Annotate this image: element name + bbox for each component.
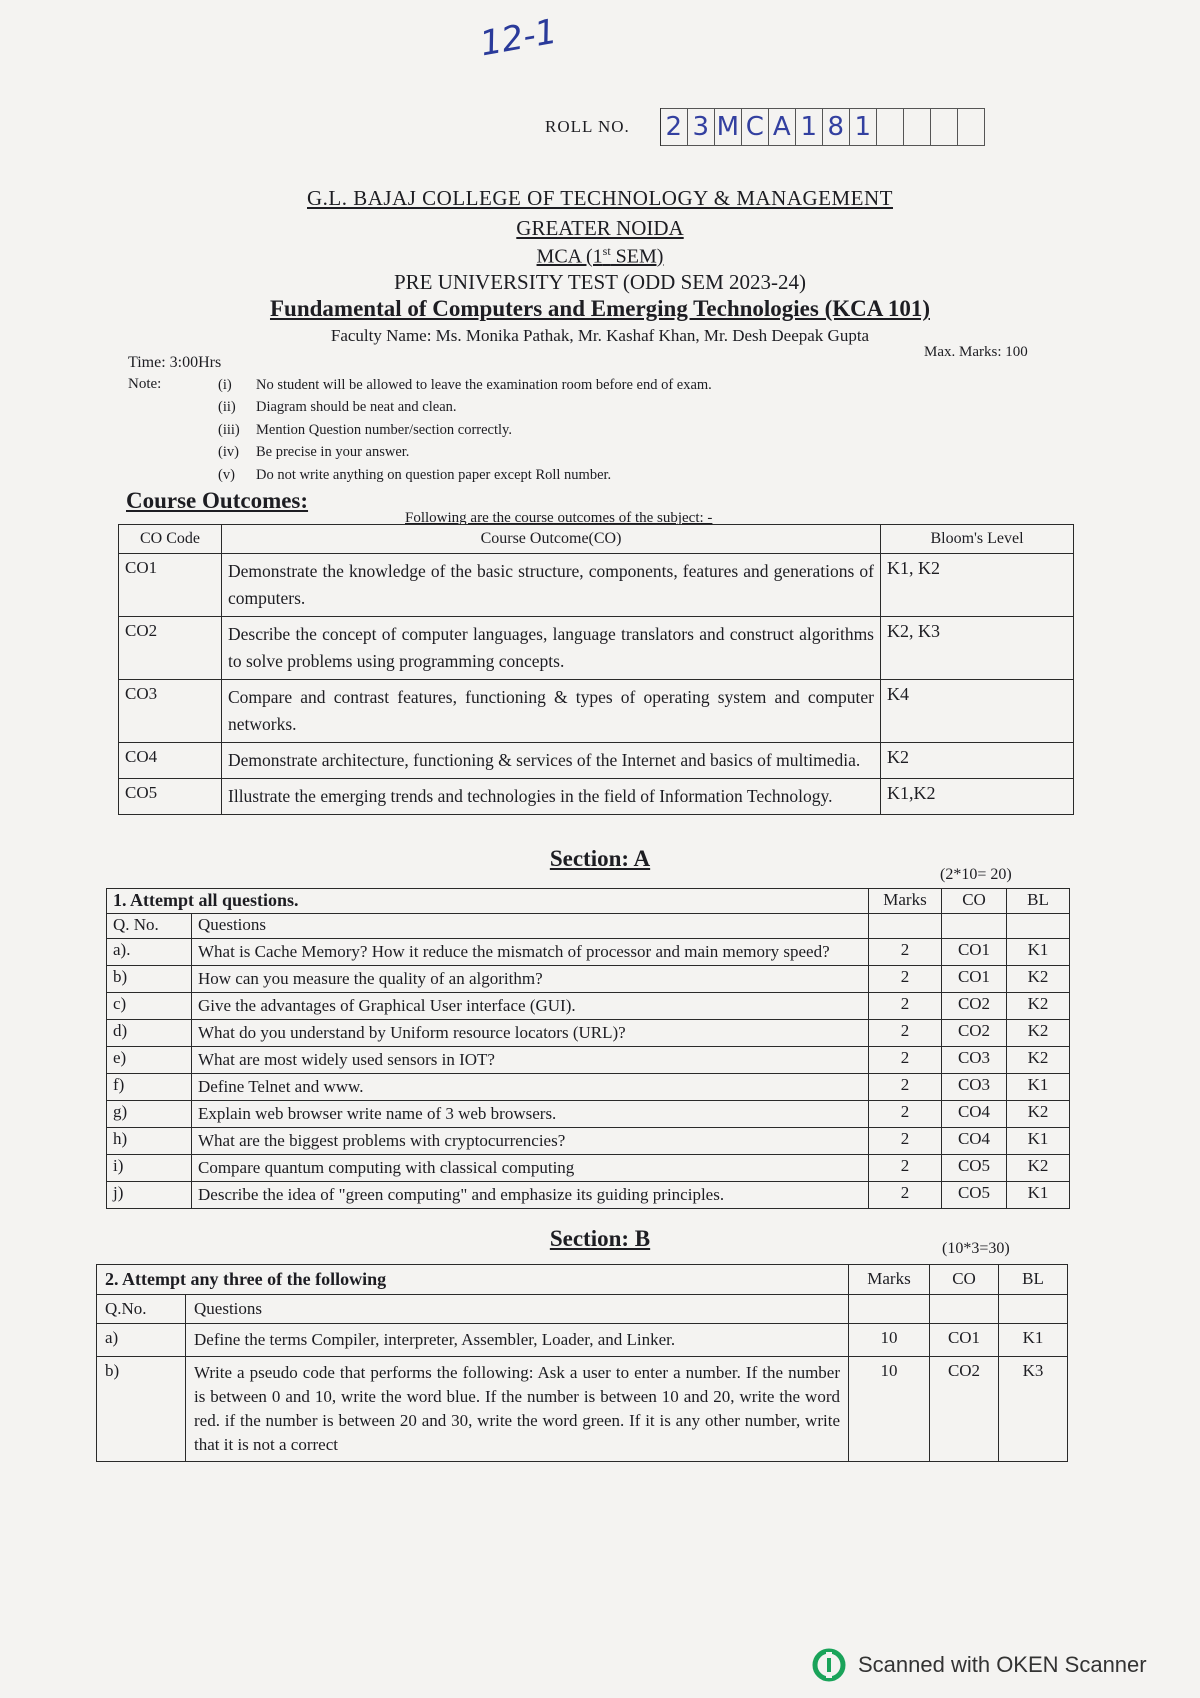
note-text: Mention Question number/section correctly. xyxy=(256,421,512,438)
co-description: Illustrate the emerging trends and technologies in the field of Information Technology. xyxy=(222,779,881,815)
question-co: CO4 xyxy=(942,1101,1007,1128)
college-name: G.L. BAJAJ COLLEGE OF TECHNOLOGY & MANAGEMENT xyxy=(307,186,893,210)
section-b-marks-header: Marks xyxy=(849,1265,930,1295)
question-number: h) xyxy=(107,1128,192,1155)
roll-digit-box: M xyxy=(715,108,742,146)
section-a-table xyxy=(106,888,1070,1209)
roll-digit-box: 1 xyxy=(796,108,823,146)
question-number: b) xyxy=(97,1357,186,1462)
question-text: Compare quantum computing with classical computing xyxy=(192,1155,869,1182)
section-a-question-row xyxy=(107,939,1070,966)
question-number: d) xyxy=(107,1020,192,1047)
question-bl: K2 xyxy=(1007,1101,1070,1128)
co-code: CO4 xyxy=(119,743,222,779)
question-co: CO2 xyxy=(942,993,1007,1020)
note-text: Diagram should be neat and clean. xyxy=(256,399,457,416)
question-co: CO1 xyxy=(930,1324,999,1357)
faculty-names: Faculty Name: Ms. Monika Pathak, Mr. Kashaf Khan, Mr. Desh Deepak Gupta xyxy=(330,326,870,345)
section-b-marks: (10*3=30) xyxy=(942,1240,1010,1257)
section-a-question-row xyxy=(107,1020,1070,1047)
question-text: Describe the idea of "green computing" and emphasize its guiding principles. xyxy=(192,1182,869,1209)
section-a-question-row xyxy=(107,1155,1070,1182)
co-row xyxy=(119,554,1074,617)
question-marks: 2 xyxy=(869,1128,942,1155)
question-marks: 2 xyxy=(869,939,942,966)
question-marks: 2 xyxy=(869,1020,942,1047)
question-bl: K1 xyxy=(1007,1074,1070,1101)
question-marks: 2 xyxy=(869,1074,942,1101)
question-marks: 2 xyxy=(869,993,942,1020)
question-bl: K2 xyxy=(1007,1020,1070,1047)
note-item xyxy=(218,442,712,465)
note-number: (ii) xyxy=(218,399,236,416)
question-co: CO1 xyxy=(942,966,1007,993)
notes-list xyxy=(218,374,712,487)
question-marks: 2 xyxy=(869,966,942,993)
test-name: PRE UNIVERSITY TEST (ODD SEM 2023-24) xyxy=(393,270,807,294)
roll-digit-box: 1 xyxy=(850,108,877,146)
co-description: Describe the concept of computer languages, language translators and construct algorithms to solve problems using programming concepts. xyxy=(222,617,881,680)
section-b-question-row xyxy=(97,1324,1068,1357)
question-marks: 2 xyxy=(869,1182,942,1209)
section-a-question-row xyxy=(107,993,1070,1020)
question-text: Give the advantages of Graphical User interface (GUI). xyxy=(192,993,869,1020)
section-a-co-header: CO xyxy=(942,889,1007,914)
question-number: g) xyxy=(107,1101,192,1128)
co-row xyxy=(119,743,1074,779)
question-marks: 2 xyxy=(869,1047,942,1074)
question-co: CO5 xyxy=(942,1155,1007,1182)
question-number: a) xyxy=(97,1324,186,1357)
question-marks: 10 xyxy=(849,1324,930,1357)
section-b-instruction: 2. Attempt any three of the following xyxy=(97,1265,849,1295)
co-code: CO3 xyxy=(119,680,222,743)
question-marks: 2 xyxy=(869,1155,942,1182)
question-number: f) xyxy=(107,1074,192,1101)
section-a-question-row xyxy=(107,1128,1070,1155)
note-number: (iv) xyxy=(218,444,239,461)
max-marks: Max. Marks: 100 xyxy=(924,344,1028,360)
question-bl: K2 xyxy=(1007,1047,1070,1074)
question-bl: K1 xyxy=(1007,939,1070,966)
question-text: What is Cache Memory? How it reduce the mismatch of processor and main memory speed? xyxy=(192,939,869,966)
roll-digit-box: C xyxy=(742,108,769,146)
question-text: What are the biggest problems with cryptocurrencies? xyxy=(192,1128,869,1155)
roll-number-field xyxy=(545,108,985,146)
scanner-watermark xyxy=(812,1648,1147,1682)
section-a-question-row xyxy=(107,1101,1070,1128)
question-number: b) xyxy=(107,966,192,993)
note-text: Do not write anything on question paper except Roll number. xyxy=(256,466,612,483)
note-item xyxy=(218,464,712,487)
question-bl: K1 xyxy=(999,1324,1068,1357)
co-bloom-level: K4 xyxy=(881,680,1074,743)
note-item xyxy=(218,374,712,397)
section-a-title: Section: A xyxy=(549,846,651,871)
question-number: j) xyxy=(107,1182,192,1209)
co-header-level: Bloom's Level xyxy=(881,525,1074,554)
co-description: Demonstrate architecture, functioning & services of the Internet and basics of multimedia. xyxy=(222,743,881,779)
question-bl: K1 xyxy=(1007,1128,1070,1155)
course-outcomes-heading: Course Outcomes: xyxy=(126,488,309,513)
section-a-question-row xyxy=(107,966,1070,993)
co-row xyxy=(119,617,1074,680)
co-description: Compare and contrast features, functioning & types of operating system and computer networks. xyxy=(222,680,881,743)
section-b-table xyxy=(96,1264,1068,1462)
co-description: Demonstrate the knowledge of the basic structure, components, features and generations of computers. xyxy=(222,554,881,617)
co-row xyxy=(119,779,1074,815)
co-bloom-level: K2, K3 xyxy=(881,617,1074,680)
question-bl: K2 xyxy=(1007,966,1070,993)
question-text: Define the terms Compiler, interpreter, Assembler, Loader, and Linker. xyxy=(186,1324,849,1357)
roll-digit-box: 2 xyxy=(661,108,688,146)
section-a-marks-header: Marks xyxy=(869,889,942,914)
section-b-question-row xyxy=(97,1357,1068,1462)
question-co: CO4 xyxy=(942,1128,1007,1155)
question-text: Define Telnet and www. xyxy=(192,1074,869,1101)
college-city: GREATER NOIDA xyxy=(516,216,684,240)
question-co: CO1 xyxy=(942,939,1007,966)
note-number: (i) xyxy=(218,376,232,393)
co-header-code: CO Code xyxy=(119,525,222,554)
question-number: a). xyxy=(107,939,192,966)
section-a-question-row xyxy=(107,1047,1070,1074)
section-b-bl-header: BL xyxy=(999,1265,1068,1295)
handwritten-mark: 12-1 xyxy=(477,11,561,65)
question-co: CO3 xyxy=(942,1074,1007,1101)
note-label: Note: xyxy=(128,376,162,392)
course-outcomes-table xyxy=(118,524,1074,815)
exam-time: Time: 3:00Hrs xyxy=(128,354,222,371)
co-bloom-level: K1, K2 xyxy=(881,554,1074,617)
question-bl: K2 xyxy=(1007,1155,1070,1182)
course-name: MCA (1st SEM) xyxy=(536,244,664,268)
section-a-qno-header: Q. No. xyxy=(107,914,192,939)
roll-digit-box xyxy=(877,108,904,146)
section-b-co-header: CO xyxy=(930,1265,999,1295)
question-bl: K3 xyxy=(999,1357,1068,1462)
section-a-marks: (2*10= 20) xyxy=(940,866,1012,883)
co-row xyxy=(119,680,1074,743)
question-number: c) xyxy=(107,993,192,1020)
roll-boxes xyxy=(660,108,985,146)
co-code: CO2 xyxy=(119,617,222,680)
section-a-bl-header: BL xyxy=(1007,889,1070,914)
question-co: CO3 xyxy=(942,1047,1007,1074)
question-bl: K2 xyxy=(1007,993,1070,1020)
roll-digit-box xyxy=(904,108,931,146)
co-bloom-level: K1,K2 xyxy=(881,779,1074,815)
note-item xyxy=(218,419,712,442)
question-co: CO2 xyxy=(930,1357,999,1462)
question-marks: 2 xyxy=(869,1101,942,1128)
note-text: Be precise in your answer. xyxy=(256,444,410,461)
question-text: What are most widely used sensors in IOT? xyxy=(192,1047,869,1074)
roll-digit-box: A xyxy=(769,108,796,146)
question-co: CO5 xyxy=(942,1182,1007,1209)
section-b-qno-header: Q.No. xyxy=(97,1295,186,1324)
question-bl: K1 xyxy=(1007,1182,1070,1209)
roll-label: ROLL NO. xyxy=(545,117,630,136)
question-text: What do you understand by Uniform resource locators (URL)? xyxy=(192,1020,869,1047)
roll-digit-box xyxy=(958,108,985,146)
section-a-question-row xyxy=(107,1074,1070,1101)
section-b-title: Section: B xyxy=(549,1226,651,1251)
section-a-question-row xyxy=(107,1182,1070,1209)
question-number: i) xyxy=(107,1155,192,1182)
co-bloom-level: K2 xyxy=(881,743,1074,779)
course-outcomes-intro: Following are the course outcomes of the subject: - xyxy=(405,510,713,526)
section-a-question-header: Questions xyxy=(192,914,869,939)
scanner-logo-icon xyxy=(812,1648,846,1682)
note-number: (iii) xyxy=(218,421,240,438)
question-text: Write a pseudo code that performs the following: Ask a user to enter a number. If the number is between 0 and 10, write the word blue. If the number is between 10 and 20, write the word red. if the number is between 20 and 30, write the word green. If it is any other number, write that it is not a correct xyxy=(186,1357,849,1462)
question-co: CO2 xyxy=(942,1020,1007,1047)
question-text: Explain web browser write name of 3 web browsers. xyxy=(192,1101,869,1128)
scanner-text: Scanned with OKEN Scanner xyxy=(858,1652,1147,1677)
section-a-instruction: 1. Attempt all questions. xyxy=(107,889,869,914)
question-text: How can you measure the quality of an algorithm? xyxy=(192,966,869,993)
co-code: CO1 xyxy=(119,554,222,617)
roll-digit-box: 3 xyxy=(688,108,715,146)
roll-digit-box xyxy=(931,108,958,146)
note-number: (v) xyxy=(218,466,235,483)
note-text: No student will be allowed to leave the examination room before end of exam. xyxy=(256,376,712,393)
co-header-outcome: Course Outcome(CO) xyxy=(222,525,881,554)
note-item xyxy=(218,397,712,420)
question-number: e) xyxy=(107,1047,192,1074)
section-b-question-header: Questions xyxy=(186,1295,849,1324)
subject-title: Fundamental of Computers and Emerging Technologies (KCA 101) xyxy=(269,296,930,321)
roll-digit-box: 8 xyxy=(823,108,850,146)
question-marks: 10 xyxy=(849,1357,930,1462)
co-code: CO5 xyxy=(119,779,222,815)
